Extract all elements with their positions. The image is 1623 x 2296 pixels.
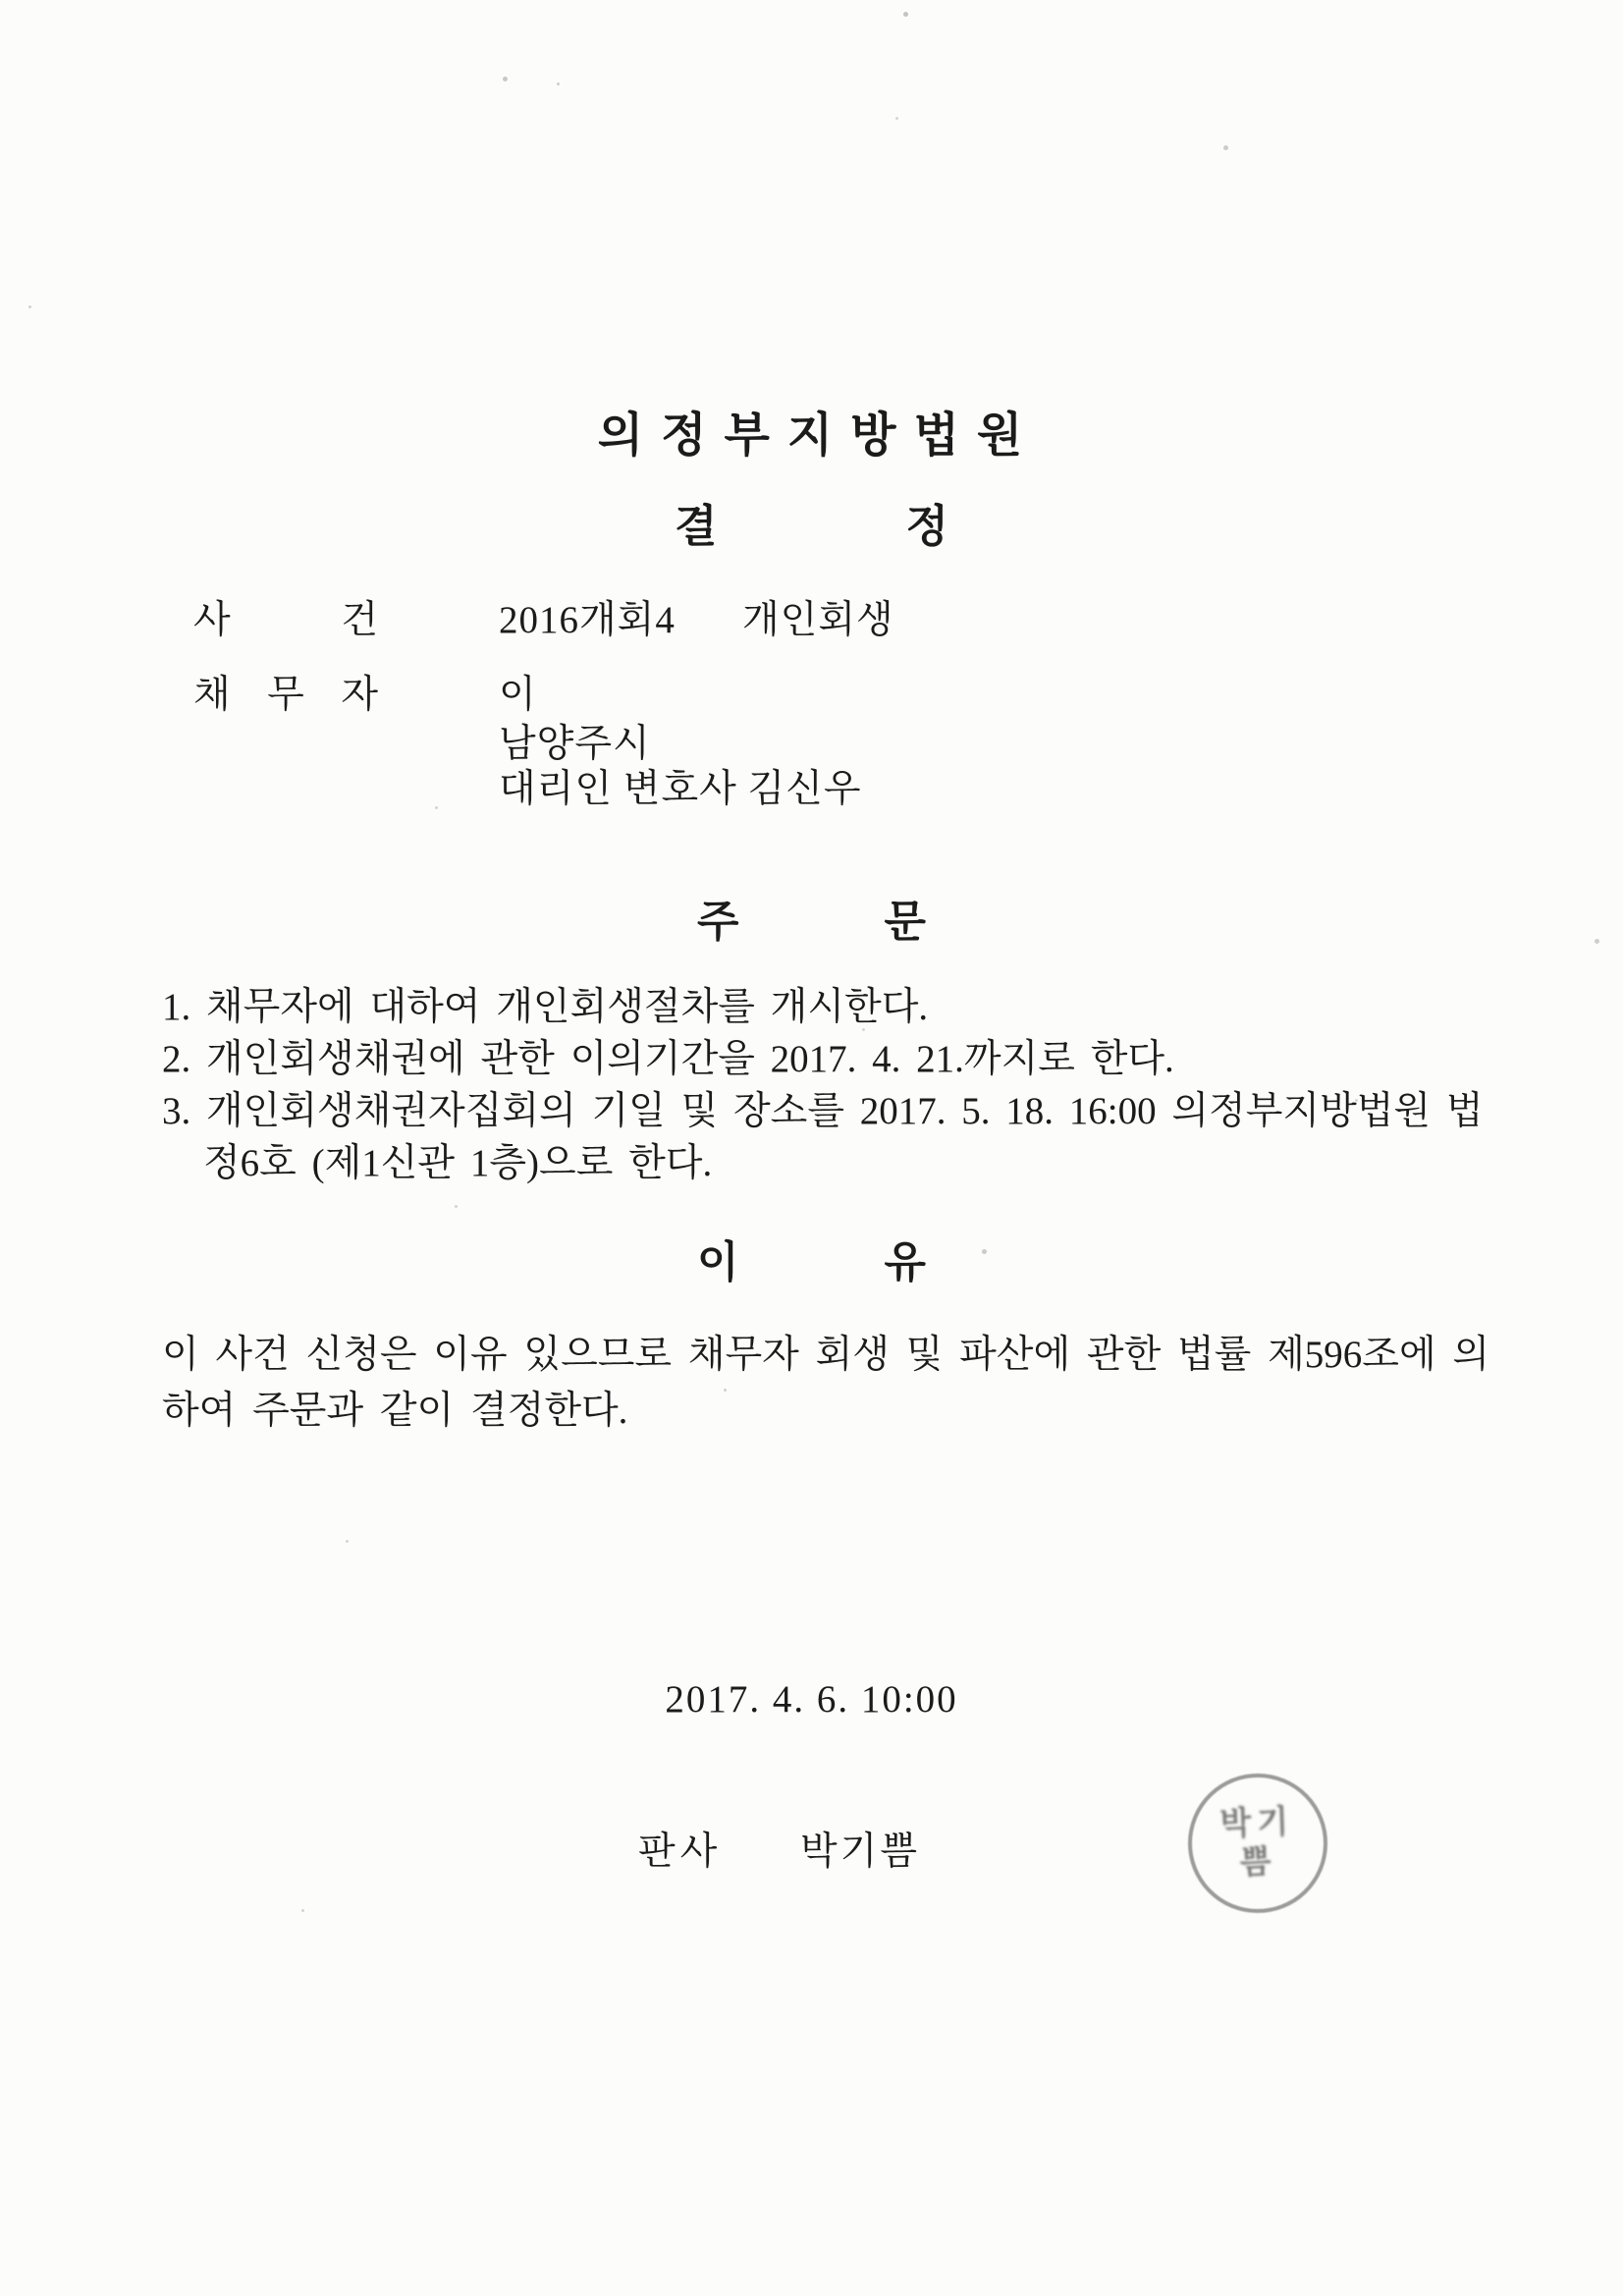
case-field-label: [193, 589, 378, 644]
order-header-char: 문: [884, 898, 927, 946]
order-section-header: [0, 886, 1623, 949]
order-header-char: 주: [696, 898, 739, 946]
judge-name: 박기쁨: [800, 1831, 921, 1873]
debtor-address: 남양주시: [499, 723, 651, 765]
court-name-title: 의 정 부 지 방 법 원: [597, 410, 1026, 462]
scan-noise-speckles: [0, 0, 3, 3]
reason-body-text: 이 사건 신청은 이유 있으므로 채무자 회생 및 파산에 관한 법률 제596조에 의하여 주문과 같이 결정한다.: [162, 1334, 1490, 1432]
judge-title-label: 판사: [638, 1831, 723, 1873]
case-type: 개인회생: [742, 599, 894, 641]
debtor-label-char: 무: [267, 674, 304, 716]
case-number: 2016개회4: [499, 599, 676, 641]
judge-seal-stamp: [1182, 1768, 1333, 1919]
order-item: 3. 개인회생채권자집회의 기일 및 장소를 2017. 5. 18. 16:00 의정부지방법원 법정6호 (제1신관 1층)으로 한다.: [162, 1090, 1484, 1184]
order-item: 2. 개인회생채권에 관한 이의기간을 2017. 4. 21.까지로 한다.: [162, 1038, 1174, 1080]
order-items-list: [162, 981, 1505, 1189]
debtor-representative: 대리인 변호사 김신우: [499, 768, 862, 810]
debtor-label-char: 자: [341, 674, 378, 716]
case-label-char: 건: [341, 599, 378, 641]
debtor-label-char: 채: [193, 674, 231, 716]
order-item: 1. 채무자에 대하여 개인회생절차를 개시한다.: [162, 986, 929, 1028]
reason-header-char: 유: [884, 1238, 927, 1286]
debtor-name: 이: [499, 674, 537, 716]
reason-section-header: [0, 1227, 1623, 1289]
document-type-title: [0, 490, 1623, 554]
doc-title-char: 결: [675, 502, 718, 551]
case-label-char: 사: [193, 599, 231, 641]
debtor-field-label: [193, 664, 378, 719]
reason-header-char: 이: [696, 1238, 739, 1286]
judge-seal-text: 박기쁨: [1218, 1804, 1295, 1882]
decision-datetime: 2017. 4. 6. 10:00: [665, 1678, 958, 1721]
doc-title-char: 정: [905, 502, 948, 551]
